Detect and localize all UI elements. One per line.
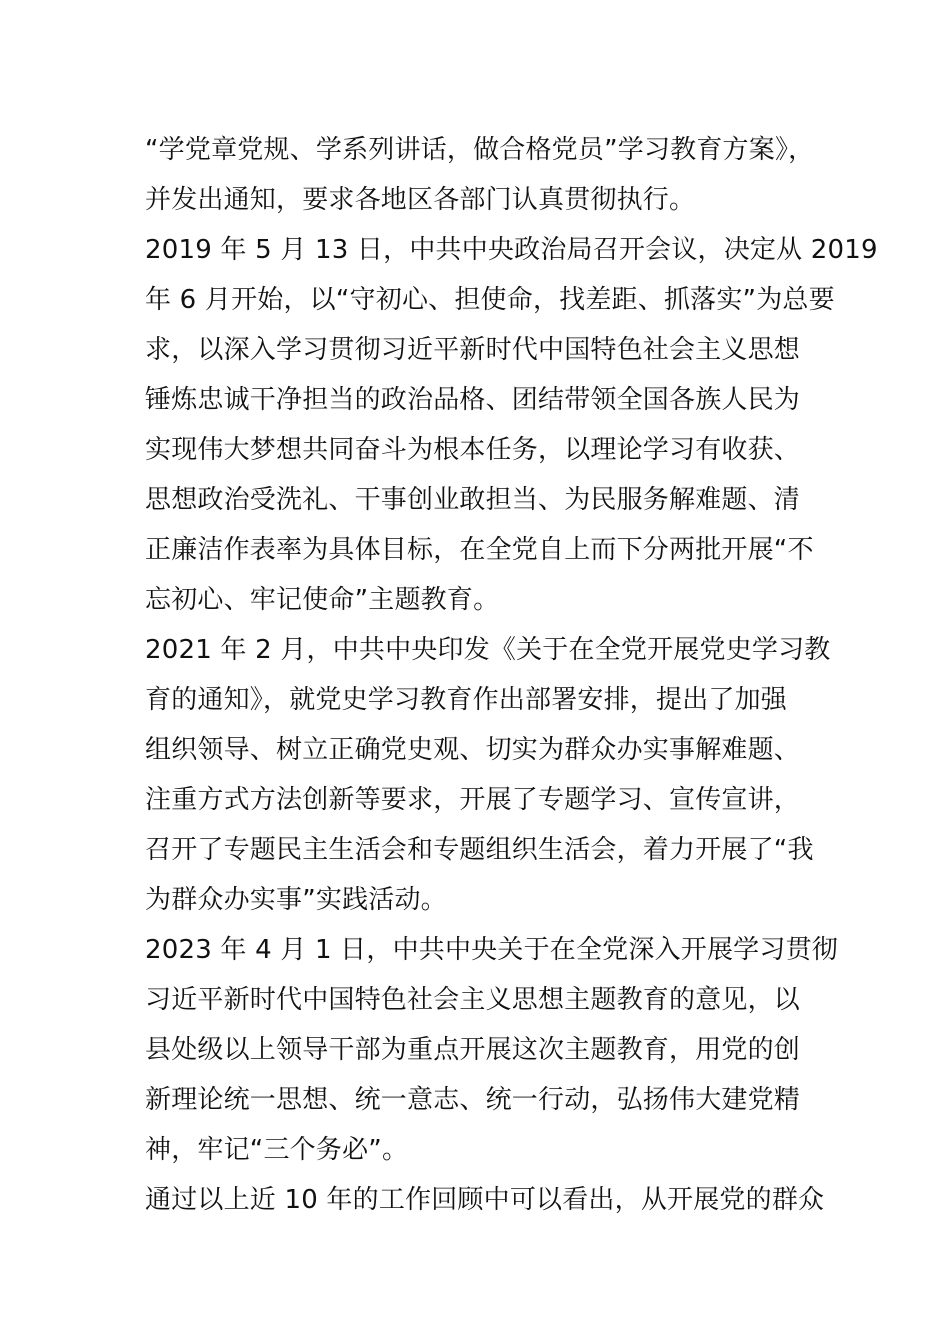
text-line: 注重方式方法创新等要求，开展了专题学习、宣传宣讲， [145,785,801,815]
text-line: 育的通知》，就党史学习教育作出部署安排，提出了加强 [145,685,788,715]
text-line: 组织领导、树立正确党史观、切实为群众办实事解难题、 [145,735,801,765]
text-line: 年 6 月开始，以“守初心、担使命，找差距、抓落实”为总要 [145,285,835,315]
text-line: 忘初心、牢记使命”主题教育。 [145,585,500,615]
text-line: 2021 年 2 月，中共中央印发《关于在全党开展党史学习教 [145,635,831,665]
text-line: 思想政治受洗礼、干事创业敢担当、为民服务解难题、清 [145,485,801,515]
text-line: 并发出通知，要求各地区各部门认真贯彻执行。 [145,185,696,215]
text-line: 2023 年 4 月 1 日，中共中央关于在全党深入开展学习贯彻 [145,935,838,965]
text-line: 县处级以上领导干部为重点开展这次主题教育，用党的创 [145,1035,801,1065]
text-line: 召开了专题民主生活会和专题组织生活会，着力开展了“我 [145,835,814,865]
text-line: 正廉洁作表率为具体目标，在全党自上而下分两批开展“不 [145,535,814,565]
text-line: 通过以上近 10 年的工作回顾中可以看出，从开展党的群众 [145,1185,825,1215]
text-line: 锤炼忠诚干净担当的政治品格、团结带领全国各族人民为 [145,385,801,415]
text-line: 实现伟大梦想共同奋斗为根本任务，以理论学习有收获、 [145,435,801,465]
text-line: “学党章党规、学系列讲话，做合格党员”学习教育方案》， [145,135,815,165]
text-line: 神，牢记“三个务必”。 [145,1135,409,1165]
document-body-text [145,125,878,1225]
text-line: 2019 年 5 月 13 日，中共中央政治局召开会议，决定从 2019 [145,235,878,265]
text-line: 求，以深入学习贯彻习近平新时代中国特色社会主义思想 [145,335,801,365]
text-line: 新理论统一思想、统一意志、统一行动，弘扬伟大建党精 [145,1085,801,1115]
text-line: 习近平新时代中国特色社会主义思想主题教育的意见，以 [145,985,801,1015]
text-line: 为群众办实事”实践活动。 [145,885,447,915]
